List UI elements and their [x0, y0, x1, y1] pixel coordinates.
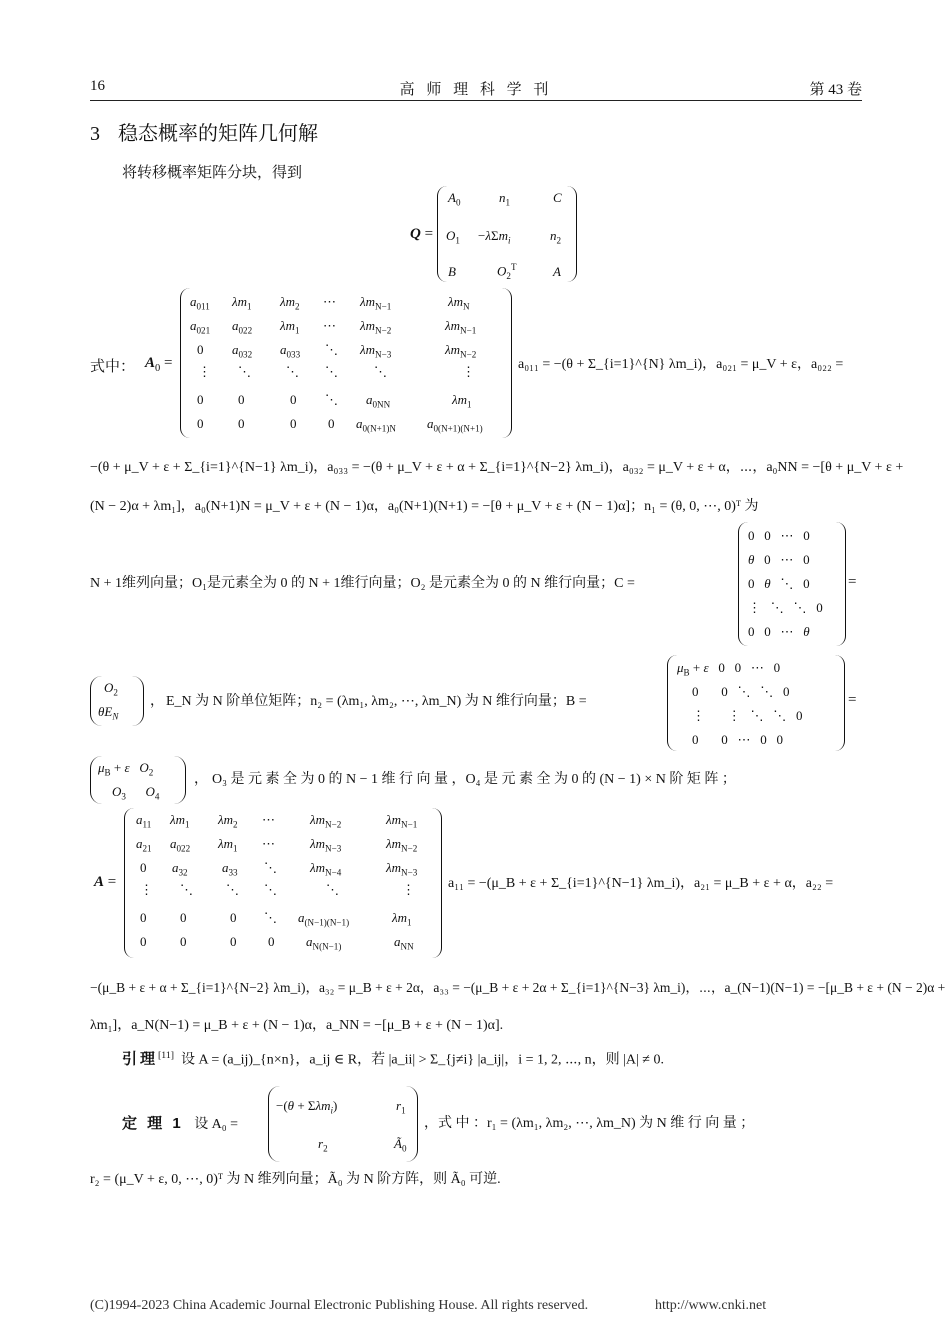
journal-name: 高 师 理 科 学 刊 [399, 82, 553, 98]
eq-a11: a₁₁ = −(μ_B + ε + Σ_{i=1}^{N−1} λm_i)，a₂₁ = μ_B + ε + α，a₂₂ = [448, 876, 834, 891]
line-b-def: E_N 为 N 阶单位矩阵；n₂ = (λm₁, λm₂, ⋯, λm_N) 为 N 维行向量；B = [166, 694, 587, 709]
theorem-r2: r₂ = (μ_V + ε, 0, ⋯, 0)ᵀ 为 N 维列向量；Ã₀ 为 N 阶方阵，则 Ã₀ 可逆. [90, 1172, 501, 1187]
eq-a011: a₀₁₁ = −(θ + Σ_{i=1}^{N} λm_i)，a₀₂₁ = μ_V + ε，a₀₂₂ = [518, 357, 844, 372]
lemma-ref[interactable]: [11] [158, 1050, 174, 1061]
eq-row6: λm₁]，a_N(N−1) = μ_B + ε + (N − 1)α，a_NN = −[μ_B + ε + (N − 1)α]. [90, 1018, 504, 1033]
footer [90, 1298, 767, 1314]
running-header [90, 78, 862, 101]
lemma-label: 引理 [122, 1050, 159, 1068]
lemma [122, 1046, 664, 1071]
eq-row3: (N − 2)α + λm₁]，a₀(N+1)N = μ_V + ε + (N − 1)α，a₀(N+1)(N+1) = −[θ + μ_V + ε + (N − 1)α]；n₁ = (θ, 0, ⋯, 0)ᵀ 为 [90, 499, 759, 514]
eq-row5: −(μ_B + ε + α + Σ_{i=1}^{N−2} λm_i)，a₃₂ = μ_B + ε + 2α，a₃₃ = −(μ_B + ε + 2α + Σ_{i=1}^{N−3} λm_i)，⋯，a_(N−1)(N−1) = −[μ_B + ε + (N − 2)α + [90, 980, 946, 995]
intro-text: 将转移概率矩阵分块，得到 [122, 165, 303, 181]
section-title: 稳态概率的矩阵几何解 [118, 123, 318, 145]
theorem-intro: 设 A₀ = [194, 1117, 239, 1132]
page: 16 高 师 理 科 学 刊 第 43 卷 3 稳态概率的矩阵几何解 将转移概率矩阵分块，得到 Q = $A_0$ $n_1$ C $O_1$ −λΣm$_i$ $n_2$ B $O_2^T$ A 式中： $A_0$ = $a_{011}$ $\lambda m_1$ $\lambda m_2$ ⋯ $\lambda m_{N-1}$ $\lambda m_N$ $a_{021}$ $a_{022}$ $\lambda m_1$ ⋯ $\lambda m_{N-2}$ $\lambda m_{N-1}$ 0 $a_{032}$ $a_{033}$ ⋱ $\lambda m_{N-3}$ $\lambda m_{N-2}$ ⋮ ⋱ ⋱ ⋱ ⋱ ⋮ 0 0 0 ⋱ $a_{0NN}$ $\lambda m_1$ 0 0 0 0 $a_{0(N+1)N}$ $a_{0(N+1)(N+1)}$ a₀₁₁ = −(θ + Σ_{i=1}^{N} λm_i)，a₀₂₁ = μ_V + ε，a₀₂₂ = −(θ + μ_V + ε + Σ_{i=1}^{N−1} λm_i)，a₀₃₃ = −(θ + μ_V + ε + α + Σ_{i=1}^{N−2} λm_i)，a₀₃₂ = μ_V + ε + α，⋯，a₀NN = −[θ + μ_V + ε + (N − 2)α + λm₁]，a₀(N+1)N = μ_V + ε + (N − 1)α，a₀(N+1)(N+1) = −[θ + μ_V + ε + (N − 1)α]；n₁ = (θ, 0, ⋯, 0)ᵀ 为 N + 1维列向量；O₁是元素全为 0 的 N + 1维行向量；O₂ 是元素全为 0 的 N 维行向量；C = 0 0 ⋯ 0 θ 0 ⋯ 0 0 θ ⋱ 0 ⋮ ⋱ ⋱ 0 0 0 ⋯ θ = $O_2$ $\theta E_N$ ， E_N 为 N 阶单位矩阵；n₂ = (λm₁, λm₂, ⋯, λm_N) 为 N 维行向量；B = $\mu_B + \varepsilon$ 0 0 ⋯ 0 0 0 ⋱ ⋱ 0 ⋮ ⋮ ⋱ ⋱ 0 0 0 ⋯ 0 0 = $\mu_B + \varepsilon$ $O_2$ $O_3$ $O_4$ ， O₃ 是 元 素 全 为 0 的 N − 1 维 行 向 量 ，O₄ 是 元 素 全 为 0 的 (N − 1) × N 阶 矩 阵 ； A = $a_{11}$ $\lambda m_1$ $\lambda m_2$ ⋯ $\lambda m_{N-2}$ $\lambda m_{N-1}$ $a_{21}$ $a_{022}$ $\lambda m_1$ ⋯ $\lambda m_{N-3}$ $\lambda m_{N-2}$ 0 $a_{32}$ $a_{33}$ ⋱ $\lambda m_{N-4}$ $\lambda m_{N-3}$ ⋮ ⋱ ⋱ ⋱ ⋱ ⋮ 0 0 0 ⋱ $a_{(N-1)(N-1)}$ $\lambda m_1$ 0 0 0 0 $a_{N(N-1)}$ $a_{NN}$ a₁₁ = −(μ_B + ε + Σ_{i=1}^{N−1} λm_i)，a₂₁ = μ_B + ε + α，a₂₂ = −(μ_B + ε + α + Σ_{i=1}^{N−2} λm_i)，a₃₂ = μ_B + ε + 2α，a₃₃ = −(μ_B + ε + 2α + Σ_{i=1}^{N−3} λm_i)，⋯，a_(N−1)(N−1) = −[μ_B + ε + (N − 2)α + λm₁]，a_N(N−1) = μ_B + ε + (N − 1)α，a_NN = −[μ_B + ε + (N − 1)α]. 引理[11] 设 A = (a_ij)_{n×n}，a_ij ∈ R，若 |a_ii| > Σ_{j≠i} |a_ij|，i = 1, 2, ⋯, n，则 |A| ≠ 0. 定 理 1 设 A₀ = −(θ + Σλm$_i$) $r_1$ $r_2$ $Ã_0$ ，式 中 ：r₁ = (λm₁, λm₂, ⋯, λm_N) 为 N 维 行 向 量 ； r₂ = (μ_V + ε, 0, ⋯, 0)ᵀ 为 N 维列向量；Ã₀ 为 N 阶方阵，则 Ã₀ 可逆. (C)1994-2023 China Academic Journal Electronic Publishing House. All rights reserved. http://www.cnki.net [90, 78, 946, 1313]
eq-row2: −(θ + μ_V + ε + Σ_{i=1}^{N−1} λm_i)，a₀₃₃ = −(θ + μ_V + ε + α + Σ_{i=1}^{N−2} λm_i)，a₀₃₂ = μ_V + ε + α，⋯，a₀NN = −[θ + μ_V + ε + [90, 460, 904, 475]
line-shizhong: 式中： [90, 359, 136, 375]
section-number: 3 [90, 123, 100, 145]
page-number: 16 [90, 78, 105, 94]
line-o3-o4: O₃ 是 元 素 全 为 0 的 N − 1 维 行 向 量 ，O₄ 是 元 素 全 为 0 的 (N − 1) × N 阶 矩 阵 ； [212, 772, 736, 787]
line-c-def: N + 1维列向量；O₁是元素全为 0 的 N + 1维行向量；O₂ 是元素全为 0 的 N 维行向量；C = [90, 576, 635, 591]
lemma-text: 设 A = (a_ij)_{n×n}，a_ij ∈ R，若 |a_ii| > Σ_{j≠i} |a_ij|，i = 1, 2, ⋯, n，则 |A| ≠ 0. [180, 1052, 664, 1068]
theorem-r1: ，式 中 ：r₁ = (λm₁, λm₂, ⋯, λm_N) 为 N 维 行 向 量 ； [424, 1116, 755, 1131]
footer-url[interactable]: http://www.cnki.net [655, 1298, 767, 1313]
section-heading [90, 117, 318, 146]
volume-label: 第 43 卷 [809, 82, 862, 98]
theorem-label: 定 理 1 [122, 1115, 184, 1132]
footer-copyright: (C)1994-2023 China Academic Journal Electronic Publishing House. All rights reserved. [90, 1298, 589, 1313]
